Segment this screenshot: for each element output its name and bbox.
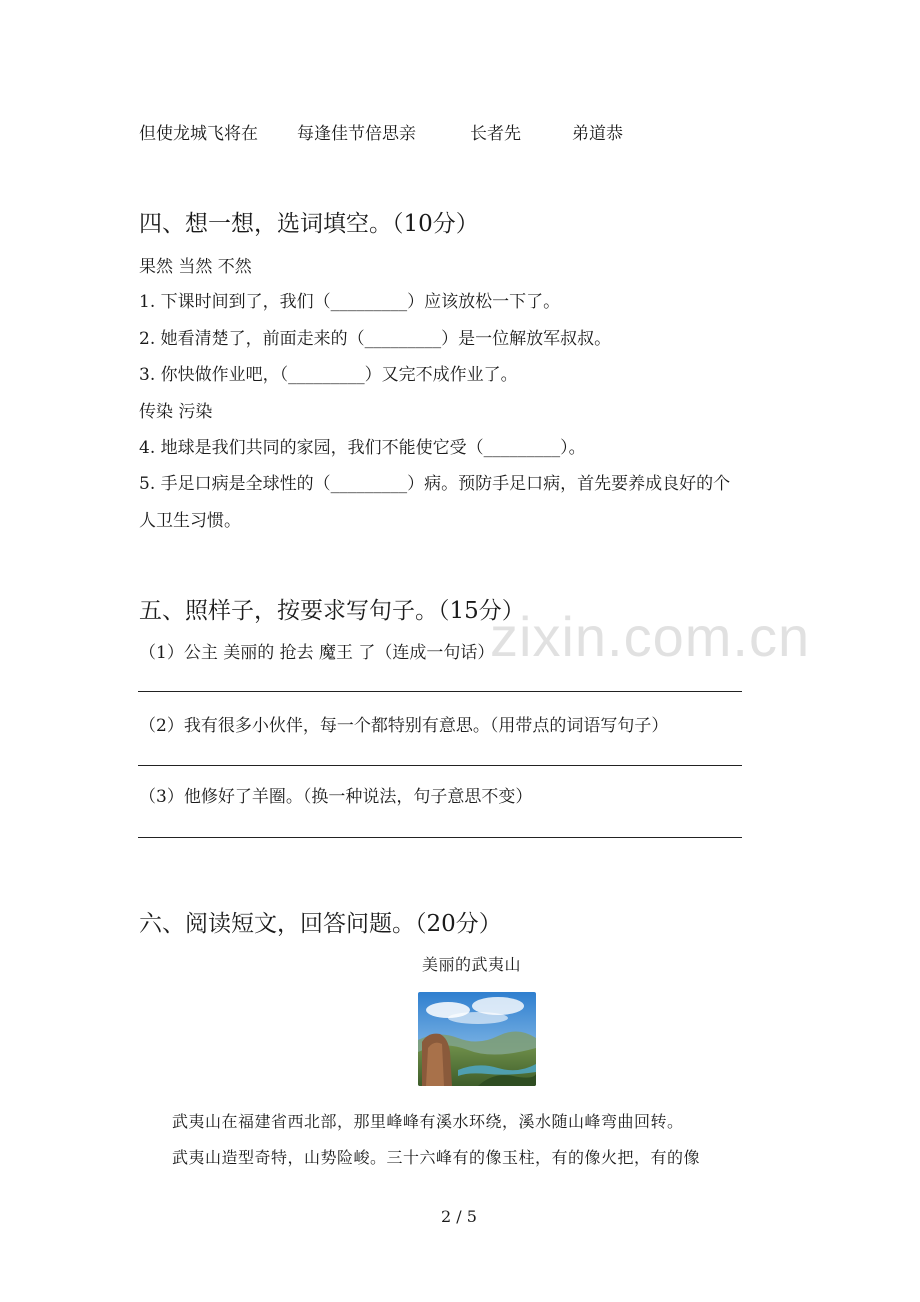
section5-question-2: （2）我有很多小伙伴，每一个都特别有意思。（用带点的词语写句子） [139,716,669,736]
section4-question-3: 3. 你快做作业吧，（_________）又完不成作业了。 [139,365,518,385]
section6-heading: 六、阅读短文，回答问题。（20分） [139,911,502,937]
section4-question-5-line2: 人卫生习惯。 [139,511,241,531]
section4-heading: 四、想一想，选词填空。（10分） [139,211,479,237]
article-title: 美丽的武夷山 [422,955,522,974]
passage-paragraph-2: 武夷山造型奇特，山势险峻。三十六峰有的像玉柱，有的像火把，有的像 [172,1148,701,1167]
passage-paragraph-1: 武夷山在福建省西北部，那里峰峰有溪水环绕，溪水随山峰弯曲回转。 [172,1112,684,1131]
watermark: zixin.com.cn [490,605,811,668]
answer-line-3[interactable] [138,837,742,838]
page-number: 2 / 5 [441,1207,477,1226]
wuyi-mountain-photo [418,992,536,1086]
section4-question-2: 2. 她看清楚了，前面走来的（_________）是一位解放军叔叔。 [139,329,612,349]
poem-phrase-3: 长者先 [470,124,521,144]
section4-question-1: 1. 下课时间到了，我们（_________）应该放松一下了。 [139,292,561,312]
section4-question-4: 4. 地球是我们共同的家园，我们不能使它受（_________）。 [139,438,586,458]
answer-line-2[interactable] [138,765,742,766]
poem-phrase-2: 每逢佳节倍思亲 [297,124,416,144]
section4-word-choices-1: 果然 当然 不然 [139,257,252,277]
poem-phrase-4: 弟道恭 [572,124,623,144]
section4-word-choices-2: 传染 污染 [139,402,213,422]
poem-phrase-1: 但使龙城飞将在 [139,124,258,144]
section5-question-3: （3）他修好了羊圈。（换一种说法，句子意思不变） [139,787,533,807]
section4-question-5-line1: 5. 手足口病是全球性的（_________）病。预防手足口病，首先要养成良好的个 [139,474,731,494]
section5-heading: 五、照样子，按要求写句子。（15分） [139,598,525,624]
answer-line-1[interactable] [138,691,742,692]
section5-question-1: （1）公主 美丽的 抢去 魔王 了（连成一句话） [139,643,495,663]
